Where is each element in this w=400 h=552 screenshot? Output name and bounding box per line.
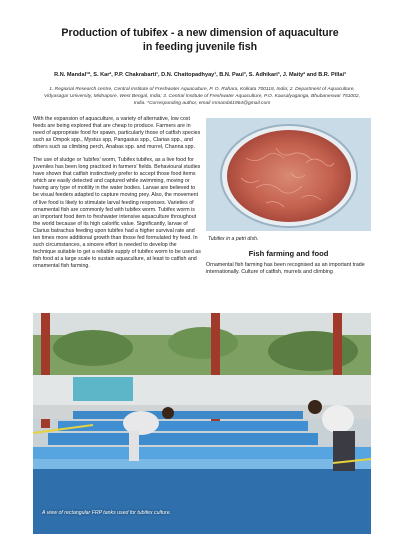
title-line-1: Production of tubifex - a new dimension of aquaculture: [61, 27, 339, 39]
paragraph-tubifex-use: The use of sludge or ‘tubifex’ worm, Tubifex tubifex, as a live food for juveniles has been long practiced in farmers’ fields. Behavioural studies have shown that catfish instinctively prefer to accept those food items which are easily detected and captured while swimming, moving or having any type of motility in the water bodies. Larvae are believed to be visual feeders adapted to capture moving prey. Also, the movement of live food is likely to stimulate larval feeding responses. Varieties of ornamental fish are commonly fed with tubifex worm. Tubifex worm is an important food item to freshwater intensive aquaculture throughout the world because of its high calorific value. Significantly, larvae of Clarius batrachus feeding upon tubifex had a higher survival rate and ten times more additional growth than those fed formulated fry feed. In such circumstances, a sincere effort is needed to develop the technique suitable to get a reliable supply of tubifex worm to be used as fish food at a large scale to sustain aquaculture, at least to catfish and ornamental fish farming.: [33, 157, 201, 269]
frp-tanks-illustration: [33, 313, 371, 534]
title-line-2: in feeding juvenile fish: [142, 41, 258, 53]
paper-title: [20, 26, 380, 54]
affiliations: 1. Regional Research centre, Central Institute of Freshwater Aquaculture, P. O. Rahara, Kolkata 700118, India; 2. Department of Aquaculture, Vidyasagar University, Midnapore, West Bengal, India; 3. Central Institute of Freshwater Aquaculture, P.O. Kausalyaganga, Bhubaneswar 751002, India. *Corresponding author, email rnmandal1964@gmail.com: [44, 87, 360, 107]
section-heading-fish-farming: Fish farming and food: [248, 249, 329, 258]
tanks-photo: [33, 313, 371, 534]
paragraph-ornamental: Ornamental fish farming has been recognised as an important trade internationally. Culture of catfish, murrels and climbing: [206, 262, 365, 276]
left-column: [33, 116, 201, 276]
caption-tanks: A view of rectangular FRP tanks used for tubifex culture.: [42, 510, 172, 516]
author-list: R.N. Mandal¹*, S. Kar², P.P. Chakrabarti¹, D.N. Chattopadhyay¹, B.N. Paul³, S. Adhikari³, J. Maity² and B.R. Pillai³: [54, 72, 346, 78]
right-column: [206, 262, 372, 282]
petri-dish-photo: [206, 118, 371, 231]
caption-petri-dish: Tubifex in a petri dish.: [208, 236, 259, 242]
petri-dish-illustration: [206, 118, 371, 231]
paragraph-intro: With the expansion of aquaculture, a variety of alternative, low cost feeds are being explored that are cheap to produce. Farmers are in need of appropriate food for spawn, particularly those of catfish species such as Ompok spp., Mystus spp, Pangasius spp., Clarias spp., and others such as climbing perch, Anabas spp. and murrel, Channa spp.: [33, 116, 201, 151]
